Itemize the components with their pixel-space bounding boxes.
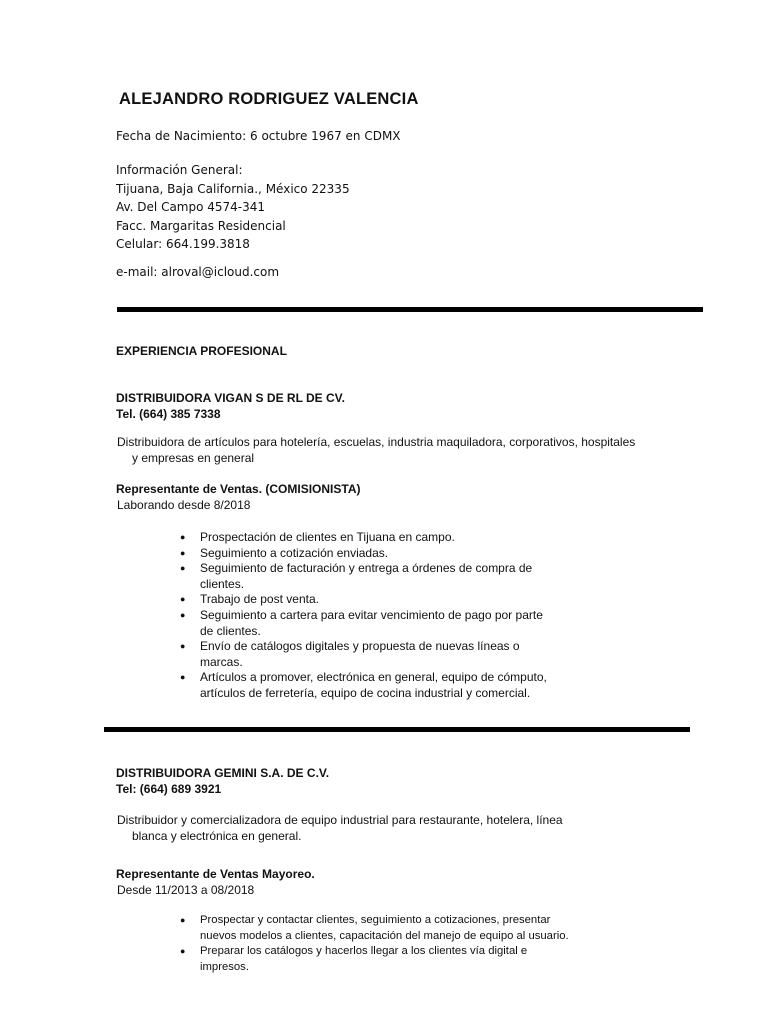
- general-info-heading: Información General:: [116, 163, 243, 177]
- list-item: ● Artículos a promover, electrónica en general, equipo de cómputo, artículos de ferretería, equipo de cocina industrial y comercial.: [180, 670, 550, 701]
- list-item: ● Prospectar y contactar clientes, seguimiento a cotizaciones, presentar nuevos modelos a clientes, capacitación del manejo de equipo al usuario.: [180, 913, 580, 944]
- list-item: ● Seguimiento a cotización enviadas.: [180, 546, 550, 562]
- description-line: Distribuidor y comercializadora de equipo industrial para restaurante, hotelera, línea: [117, 813, 563, 827]
- job-role: [116, 481, 361, 513]
- general-info: [116, 161, 350, 254]
- address-line: Tijuana, Baja California., México 22335: [116, 181, 350, 196]
- job-company: [116, 765, 329, 797]
- job-company: [116, 390, 345, 422]
- job-description: [117, 812, 563, 844]
- list-item: ● Seguimiento a cartera para evitar vencimiento de pago por parte de clientes.: [180, 608, 550, 639]
- company-tel: Tel. (664) 385 7338: [116, 407, 221, 421]
- list-item: ● Envío de catálogos digitales y propuesta de nuevas líneas o marcas.: [180, 639, 550, 670]
- birth-date: Fecha de Nacimiento: 6 octubre 1967 en CDMX: [116, 129, 401, 143]
- job-description: [117, 434, 635, 466]
- list-item: ● Preparar los catálogos y hacerlos llegar a los clientes vía digital e impresos.: [180, 944, 560, 975]
- job-role: [116, 866, 315, 898]
- job-bullets: [180, 913, 580, 975]
- divider: [117, 307, 703, 312]
- role-period: Desde 11/2013 a 08/2018: [117, 883, 255, 897]
- company-name: DISTRIBUIDORA VIGAN S DE RL DE CV.: [116, 391, 345, 405]
- list-item: ● Seguimiento de facturación y entrega a órdenes de compra de clientes.: [180, 561, 550, 592]
- company-tel: Tel: (664) 689 3921: [116, 782, 222, 796]
- phone: Celular: 664.199.3818: [116, 237, 250, 251]
- description-line: Distribuidora de artículos para hotelería, escuelas, industria maquiladora, corporativos, hospitales: [117, 435, 636, 449]
- address-line: Facc. Margaritas Residencial: [116, 218, 286, 233]
- section-title: EXPERIENCIA PROFESIONAL: [116, 344, 287, 358]
- divider: [104, 727, 690, 732]
- list-item: ● Trabajo de post venta.: [180, 592, 550, 608]
- job-bullets: [180, 530, 550, 702]
- description-line: y empresas en general: [132, 451, 255, 465]
- address-line: Av. Del Campo 4574-341: [116, 200, 266, 214]
- role-period: Laborando desde 8/2018: [117, 498, 251, 512]
- description-line: blanca y electrónica en general.: [132, 829, 302, 843]
- company-name: DISTRIBUIDORA GEMINI S.A. DE C.V.: [116, 766, 330, 780]
- email: e-mail: alroval@icloud.com: [116, 265, 280, 279]
- list-item: ● Prospectación de clientes en Tijuana en campo.: [180, 530, 550, 546]
- role-title: Representante de Ventas. (COMISIONISTA): [116, 482, 361, 496]
- candidate-name: ALEJANDRO RODRIGUEZ VALENCIA: [119, 90, 419, 108]
- role-title: Representante de Ventas Mayoreo.: [116, 867, 315, 881]
